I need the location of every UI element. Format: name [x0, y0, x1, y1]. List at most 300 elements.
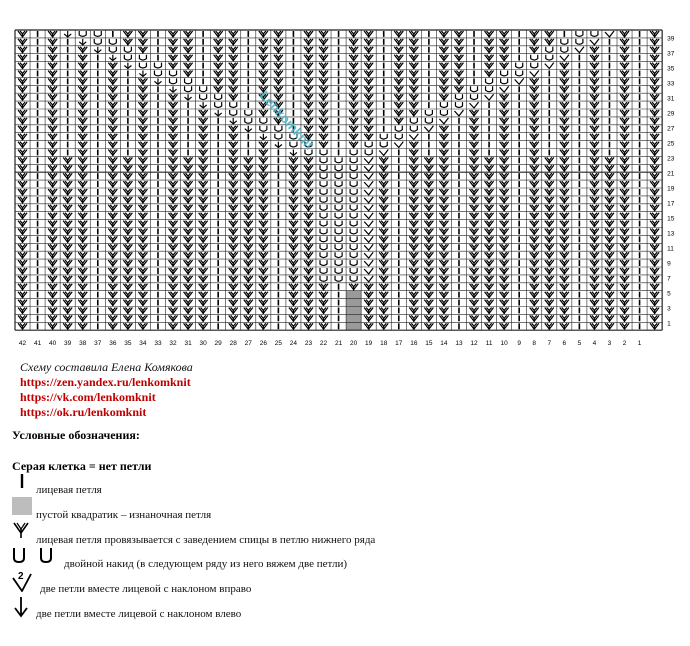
stitch-v: [650, 284, 659, 290]
stitch-v: [620, 292, 629, 298]
stitch-v: [650, 142, 659, 148]
stitch-u: [350, 229, 357, 234]
stitch-v: [63, 205, 72, 211]
stitch-v: [304, 308, 313, 314]
stitch-v: [184, 157, 193, 163]
stitch-v: [530, 252, 539, 258]
stitch-v: [650, 86, 659, 92]
stitch-v: [184, 31, 193, 37]
stitch-v: [394, 110, 403, 116]
stitch-v: [394, 39, 403, 45]
stitch-v: [123, 205, 132, 211]
stitch-v: [169, 260, 178, 266]
stitch-v: [485, 315, 494, 321]
stitch-v: [470, 173, 479, 179]
stitch-v: [590, 94, 599, 100]
stitch-v: [78, 221, 87, 227]
stitch-v: [199, 213, 208, 219]
row-label: 7: [667, 275, 671, 283]
stitch-v: [439, 308, 448, 314]
stitch-v2: [439, 118, 448, 124]
ok-link[interactable]: https://ok.ru/lenkomknit: [20, 405, 147, 419]
stitch-v: [18, 181, 27, 187]
stitch-u: [170, 78, 177, 83]
stitch-v: [364, 126, 373, 132]
stitch-v: [184, 173, 193, 179]
stitch-v: [108, 284, 117, 290]
stitch-v: [409, 63, 418, 69]
stitch-v: [620, 236, 629, 242]
stitch-v: [500, 55, 509, 61]
stitch-v: [470, 110, 479, 116]
stitch-v: [500, 276, 509, 282]
stitch-v: [439, 252, 448, 258]
stitch-v: [409, 39, 418, 45]
stitch-v: [199, 134, 208, 140]
stitch-v: [123, 157, 132, 163]
stitch-v: [108, 71, 117, 77]
stitch-v: [560, 284, 569, 290]
stitch-v: [409, 252, 418, 258]
stitch-v: [229, 213, 238, 219]
stitch-v: [424, 268, 433, 274]
stitch-v: [319, 134, 328, 140]
row-label: 21: [667, 170, 675, 178]
stitch-v: [63, 276, 72, 282]
stitch-v: [214, 78, 223, 84]
stitch-v: [500, 94, 509, 100]
stitch-v: [590, 173, 599, 179]
stitch-v: [560, 315, 569, 321]
stitch-v: [500, 150, 509, 156]
stitch-u: [109, 39, 116, 44]
stitch-v: [63, 300, 72, 306]
stitch-v: [199, 197, 208, 203]
stitch-v: [379, 292, 388, 298]
stitch-v: [470, 276, 479, 282]
stitch-v: [48, 71, 57, 77]
stitch-v: [184, 71, 193, 77]
stitch-v: [199, 284, 208, 290]
stitch-v: [409, 221, 418, 227]
stitch-v: [485, 323, 494, 329]
stitch-v: [244, 315, 253, 321]
column-label: 18: [380, 340, 388, 348]
stitch-u: [455, 102, 462, 107]
stitch-v: [108, 260, 117, 266]
stitch-v: [439, 276, 448, 282]
stitch-v: [48, 47, 57, 53]
stitch-u: [546, 47, 553, 52]
stitch-v: [500, 292, 509, 298]
gray-no-stitch-cell: [346, 314, 361, 322]
stitch-v: [169, 102, 178, 108]
stitch-v: [620, 55, 629, 61]
stitch-u: [576, 31, 583, 36]
stitch-v: [138, 47, 147, 53]
stitch-v: [485, 229, 494, 235]
stitch-v: [424, 292, 433, 298]
stitch-v: [48, 221, 57, 227]
stitch-v: [454, 86, 463, 92]
stitch-v: [439, 86, 448, 92]
legend-k2tog-right-text: две петли вместе лицевой с наклоном вправо: [40, 583, 252, 595]
double-yarn-over-icon: [11, 546, 57, 564]
stitch-v: [304, 260, 313, 266]
stitch-v: [349, 55, 358, 61]
stitch-v: [244, 292, 253, 298]
stitch-v: [439, 323, 448, 329]
stitch-v: [108, 252, 117, 258]
column-label: 24: [289, 340, 298, 348]
stitch-u: [501, 78, 508, 83]
stitch-v: [560, 300, 569, 306]
stitch-v: [620, 94, 629, 100]
stitch-v: [289, 284, 298, 290]
stitch-v: [259, 205, 268, 211]
stitch-u: [335, 181, 342, 186]
stitch-v: [48, 110, 57, 116]
stitch-v: [274, 39, 283, 45]
stitch-v: [439, 236, 448, 242]
stitch-u: [350, 165, 357, 170]
stitch-v: [500, 165, 509, 171]
stitch-v: [78, 292, 87, 298]
stitch-v: [214, 47, 223, 53]
stitch-v: [650, 47, 659, 53]
stitch-v: [259, 308, 268, 314]
stitch-v: [138, 165, 147, 171]
stitch-v: [470, 213, 479, 219]
stitch-v: [560, 229, 569, 235]
stitch-v: [214, 39, 223, 45]
stitch-v: [560, 221, 569, 227]
stitch-v: [108, 205, 117, 211]
stitch-v: [199, 236, 208, 242]
stitch-v: [590, 47, 599, 53]
stitch-v: [78, 229, 87, 235]
stitch-v: [620, 276, 629, 282]
stitch-v: [229, 236, 238, 242]
stitch-v: [409, 244, 418, 250]
stitch-u: [516, 63, 523, 68]
stitch-v: [545, 173, 554, 179]
stitch-v: [199, 205, 208, 211]
stitch-v: [364, 39, 373, 45]
stitch-v: [485, 47, 494, 53]
stitch-v: [409, 47, 418, 53]
stitch-v: [123, 189, 132, 195]
stitch-v: [620, 300, 629, 306]
stitch-v: [620, 47, 629, 53]
stitch-v: [78, 94, 87, 100]
stitch-v: [485, 63, 494, 69]
stitch-v: [560, 118, 569, 124]
stitch-v: [229, 94, 238, 100]
stitch-u: [350, 205, 357, 210]
stitch-v: [379, 213, 388, 219]
stitch-v: [485, 276, 494, 282]
stitch-v: [424, 323, 433, 329]
stitch-v: [304, 31, 313, 37]
stitch-v: [18, 260, 27, 266]
stitch-v: [409, 205, 418, 211]
stitch-v: [590, 221, 599, 227]
stitch-v: [545, 308, 554, 314]
stitch-v: [244, 323, 253, 329]
stitch-v: [169, 181, 178, 187]
stitch-v: [199, 142, 208, 148]
stitch-v: [169, 150, 178, 156]
column-label: 39: [64, 340, 72, 348]
stitch-v: [650, 252, 659, 258]
stitch-v: [108, 292, 117, 298]
column-label: 2: [622, 340, 627, 348]
stitch-v: [364, 118, 373, 124]
stitch-v: [259, 71, 268, 77]
stitch-v: [304, 189, 313, 195]
stitch-v: [78, 126, 87, 132]
stitch-v: [530, 173, 539, 179]
stitch-v: [199, 229, 208, 235]
stitch-v: [590, 308, 599, 314]
stitch-v: [590, 134, 599, 140]
stitch-v: [560, 308, 569, 314]
stitch-v: [184, 213, 193, 219]
stitch-v: [409, 94, 418, 100]
stitch-v: [409, 173, 418, 179]
stitch-v: [138, 268, 147, 274]
stitch-v: [530, 323, 539, 329]
stitch-v: [560, 173, 569, 179]
row-label: 3: [667, 305, 671, 313]
stitch-v: [439, 181, 448, 187]
stitch-v: [304, 276, 313, 282]
column-label: 38: [79, 340, 87, 348]
stitch-v: [470, 181, 479, 187]
stitch-v: [379, 181, 388, 187]
stitch-v: [169, 55, 178, 61]
k2tog-left-icon: [12, 596, 30, 618]
stitch-v: [560, 181, 569, 187]
stitch-v: [199, 315, 208, 321]
stitch-v: [304, 221, 313, 227]
stitch-v: [454, 47, 463, 53]
stitch-v: [424, 315, 433, 321]
column-label: 16: [410, 340, 418, 348]
stitch-v: [590, 292, 599, 298]
stitch-v: [18, 308, 27, 314]
stitch-v: [304, 78, 313, 84]
stitch-v: [48, 244, 57, 250]
stitch-v: [18, 142, 27, 148]
stitch-v: [138, 134, 147, 140]
stitch-v: [18, 102, 27, 108]
stitch-v: [259, 39, 268, 45]
stitch-v: [500, 244, 509, 250]
stitch-v2: [379, 150, 388, 156]
stitch-v: [123, 308, 132, 314]
stitch-u: [215, 94, 222, 99]
stitch-v: [424, 221, 433, 227]
stitch-v: [650, 55, 659, 61]
stitch-v: [439, 315, 448, 321]
stitch-v: [409, 102, 418, 108]
stitch-v2: [590, 39, 599, 45]
stitch-v: [319, 323, 328, 329]
stitch-v: [605, 323, 614, 329]
stitch-u: [335, 268, 342, 273]
stitch-v: [650, 221, 659, 227]
row-label: 5: [667, 290, 671, 298]
stitch-u: [275, 126, 282, 131]
stitch-v: [500, 173, 509, 179]
stitch-v: [620, 268, 629, 274]
stitch-v: [545, 205, 554, 211]
stitch-v: [439, 63, 448, 69]
stitch-v: [123, 292, 132, 298]
stitch-v: [78, 86, 87, 92]
legend-k2tog-left-text: две петли вместе лицевой с наклоном влево: [36, 608, 242, 620]
zen-link[interactable]: https://zen.yandex.ru/lenkomknit: [20, 375, 191, 389]
stitch-v: [244, 244, 253, 250]
stitch-u: [486, 78, 493, 83]
stitch-u: [576, 39, 583, 44]
stitch-v: [560, 213, 569, 219]
stitch-v: [48, 118, 57, 124]
stitch-v: [289, 260, 298, 266]
stitch-v: [78, 189, 87, 195]
stitch-v: [138, 157, 147, 163]
stitch-v: [138, 150, 147, 156]
stitch-v: [169, 315, 178, 321]
stitch-v: [364, 110, 373, 116]
stitch-v: [485, 284, 494, 290]
stitch-d: [290, 150, 297, 156]
stitch-v: [48, 315, 57, 321]
stitch-v: [199, 150, 208, 156]
stitch-v: [259, 197, 268, 203]
stitch-v: [500, 315, 509, 321]
column-label: 40: [49, 340, 57, 348]
stitch-v: [545, 197, 554, 203]
stitch-v: [138, 126, 147, 132]
stitch-v: [289, 268, 298, 274]
stitch-v: [138, 292, 147, 298]
stitch-v: [229, 244, 238, 250]
stitch-d: [79, 39, 86, 45]
stitch-v: [349, 102, 358, 108]
vk-link[interactable]: https://vk.com/lenkomknit: [20, 390, 156, 404]
stitch-v: [48, 157, 57, 163]
stitch-v: [650, 323, 659, 329]
stitch-u: [350, 221, 357, 226]
stitch-v: [650, 300, 659, 306]
stitch-v: [590, 78, 599, 84]
stitch-u: [245, 110, 252, 115]
stitch-v: [364, 315, 373, 321]
stitch-v: [590, 165, 599, 171]
stitch-v: [48, 252, 57, 258]
stitch-v: [560, 102, 569, 108]
stitch-v: [78, 150, 87, 156]
stitch-v: [184, 252, 193, 258]
stitch-v2: [364, 197, 373, 203]
stitch-u: [561, 47, 568, 52]
stitch-v: [485, 260, 494, 266]
stitch-v: [214, 31, 223, 37]
stitch-v: [229, 292, 238, 298]
stitch-v: [620, 134, 629, 140]
stitch-v: [229, 71, 238, 77]
stitch-v: [590, 284, 599, 290]
stitch-v: [620, 142, 629, 148]
stitch-v: [560, 110, 569, 116]
stitch-u: [185, 86, 192, 91]
stitch-v: [259, 142, 268, 148]
stitch-v: [590, 86, 599, 92]
stitch-v: [545, 213, 554, 219]
stitch-v: [259, 189, 268, 195]
stitch-v: [650, 181, 659, 187]
stitch-v: [424, 308, 433, 314]
stitch-v: [605, 268, 614, 274]
stitch-v: [620, 126, 629, 132]
stitch-u: [170, 71, 177, 76]
stitch-v: [138, 276, 147, 282]
stitch-v: [229, 173, 238, 179]
stitch-v: [304, 118, 313, 124]
stitch-u: [320, 165, 327, 170]
stitch-v: [424, 284, 433, 290]
column-label: 3: [607, 340, 612, 348]
column-label: 19: [365, 340, 373, 348]
stitch-v: [650, 213, 659, 219]
stitch-v: [108, 78, 117, 84]
stitch-v: [48, 55, 57, 61]
stitch-v: [590, 118, 599, 124]
stitch-v: [304, 157, 313, 163]
stitch-v: [409, 300, 418, 306]
stitch-v: [48, 165, 57, 171]
stitch-u: [320, 236, 327, 241]
stitch-v: [229, 323, 238, 329]
stitch-v: [18, 86, 27, 92]
stitch-v2: [470, 102, 479, 108]
watermark: Lenkomknit: [256, 88, 317, 153]
stitch-v: [545, 292, 554, 298]
stitch-v: [169, 165, 178, 171]
stitch-v: [500, 221, 509, 227]
stitch-v2: [575, 47, 584, 53]
stitch-v: [169, 126, 178, 132]
stitch-u: [320, 173, 327, 178]
stitch-v: [424, 173, 433, 179]
row-label: 11: [667, 245, 674, 253]
stitch-v: [620, 308, 629, 314]
stitch-u: [350, 181, 357, 186]
stitch-v: [349, 63, 358, 69]
stitch-u: [350, 213, 357, 218]
stitch-u: [139, 55, 146, 60]
stitch-v: [650, 63, 659, 69]
row-label: 37: [667, 50, 675, 58]
stitch-v: [259, 110, 268, 116]
stitch-v: [409, 268, 418, 274]
stitch-v: [470, 197, 479, 203]
stitch-v: [500, 260, 509, 266]
stitch-v: [424, 300, 433, 306]
